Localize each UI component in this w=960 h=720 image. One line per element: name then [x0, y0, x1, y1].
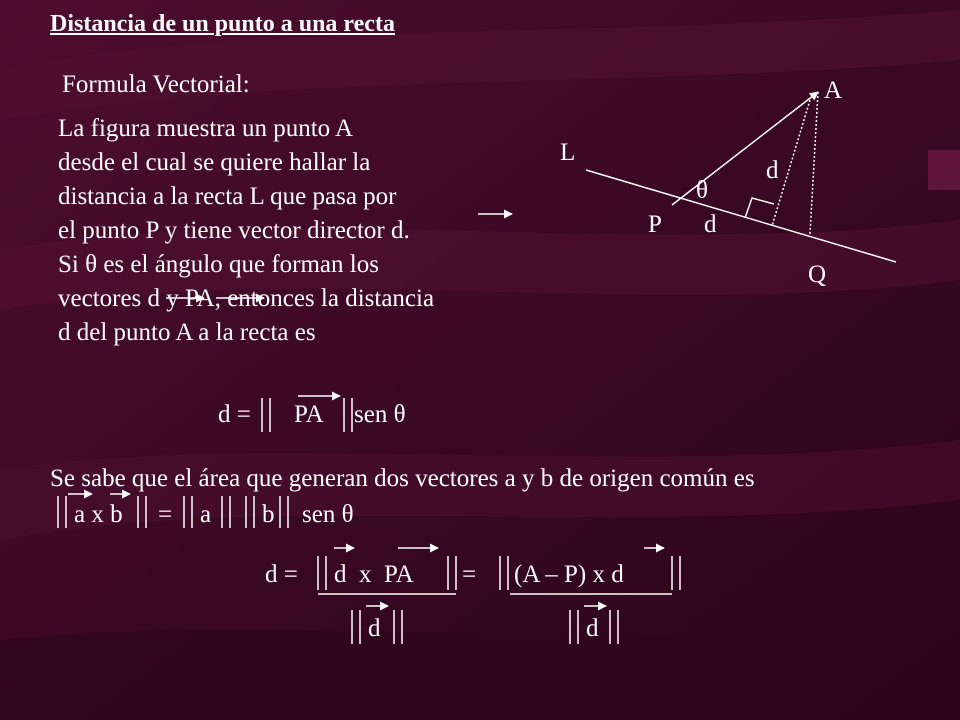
subtitle: Formula Vectorial:: [62, 71, 250, 98]
area-sentence: Se sabe que el área que generan dos vectores a y b de origen común es: [50, 465, 755, 492]
area-norm-b: b: [262, 501, 275, 528]
figure-label-theta: θ: [696, 177, 708, 204]
final-denominator-1: d: [368, 615, 381, 642]
formula1-lhs: d =: [218, 401, 251, 428]
figure-label-p: P: [648, 211, 662, 238]
paragraph-line-4: el punto P y tiene vector director d.: [58, 217, 410, 244]
figure-label-a: A: [824, 77, 843, 104]
area-norm-a: a: [200, 501, 212, 528]
paragraph-line-3: distancia a la recta L que pasa por: [58, 183, 397, 210]
figure-label-d-distance: d: [766, 157, 779, 184]
final-lhs: d =: [265, 561, 298, 588]
figure-label-d-director: d: [704, 211, 717, 238]
final-denominator-2: d: [586, 615, 599, 642]
page-title: Distancia de un punto a una recta: [50, 11, 395, 37]
formula1-vector-pa: PA: [294, 401, 324, 428]
final-numerator-2: (A – P) x d: [514, 561, 624, 588]
paragraph-line-7: d del punto A a la recta es: [58, 319, 316, 346]
area-equals: =: [158, 501, 173, 528]
formula1-rhs: sen θ: [354, 401, 406, 428]
paragraph-line-1: La figura muestra un punto A: [58, 115, 354, 142]
paragraph-line-6: vectores d y PA, entonces la distancia: [58, 285, 435, 312]
final-numerator-1: d x PA: [334, 561, 414, 588]
paragraph-line-5: Si θ es el ángulo que forman los: [58, 251, 379, 278]
figure-label-l: L: [560, 139, 576, 166]
final-equals: =: [462, 561, 477, 588]
paragraph-line-2: desde el cual se quiere hallar la: [58, 149, 371, 176]
area-cross-product: a x b: [74, 501, 123, 528]
area-sen: sen θ: [302, 501, 354, 528]
figure-label-q: Q: [808, 261, 827, 288]
